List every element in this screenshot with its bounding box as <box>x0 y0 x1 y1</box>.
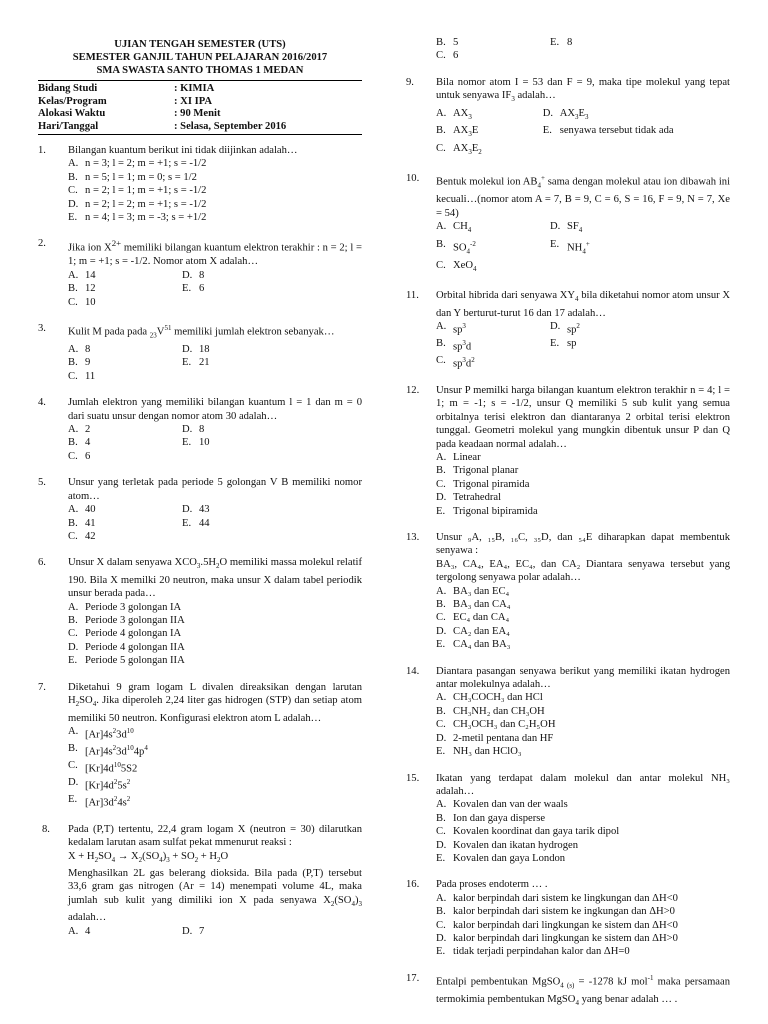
option-letter: E. <box>68 793 78 805</box>
option-letter: D. <box>68 641 79 653</box>
option-letter: B. <box>436 906 446 918</box>
option-letter: D. <box>436 625 447 637</box>
meta-value: : 90 Menit <box>174 108 221 119</box>
question-number: 15. <box>406 772 420 784</box>
option-text: $sp^3d$ <box>453 339 472 353</box>
option-text: $[Kr]4d^{10}5S2$ <box>85 760 138 775</box>
option-text: 44 <box>199 517 210 529</box>
question-text: Jika ion $X^{2+}$ memiliki bilangan kuantum elektron terakhir : n = 2; l = 1; m = +1; s = -1/2. Nomor atom X adalah… <box>68 238 362 268</box>
option-letter: D. <box>550 221 561 233</box>
option-text: $[Ar]4s^23d^{10}$ <box>85 727 134 741</box>
question-2 <box>38 237 362 309</box>
option-letter: C. <box>436 719 446 731</box>
question-number: 6. <box>38 557 46 569</box>
question-number: 8. <box>42 823 50 835</box>
option-letter: B. <box>68 615 78 627</box>
option-text: 40 <box>85 504 96 516</box>
option-letter: E. <box>436 746 446 758</box>
option-text: Trigonal piramida <box>453 478 530 490</box>
question-8-continued <box>406 36 730 63</box>
question-number: 11. <box>406 290 419 302</box>
option-text: 21 <box>199 357 210 369</box>
option-text: Trigonal planar <box>453 465 519 477</box>
meta-key: Alokasi Waktu <box>38 108 106 119</box>
question-number: 9. <box>406 76 414 88</box>
option-text: 6 <box>199 283 205 295</box>
option-text: Tetrahedral <box>453 492 502 504</box>
option-letter: B. <box>68 517 78 529</box>
option-text: 14 <box>85 269 96 281</box>
option-letter: C. <box>68 185 78 197</box>
option-letter: D. <box>182 424 193 436</box>
option-text: 8 <box>199 424 205 436</box>
question-text: Bentuk molekul ion $AB_4^+$ sama dengan molekul atau ion dibawah ini kecuali…(nomor atom A = 7, B = 9, C = 6, S = 16, F = 9, N = 7, Xe = 54) <box>436 174 731 219</box>
option-text: 11 <box>85 370 96 382</box>
option-letter: A. <box>436 107 447 119</box>
option-text: CH₃NH₂ dan CH₃OH <box>453 705 545 717</box>
question-text-continued: BA₃, CA₄, EA₄, EC₄, dan CA₂ Diantara senyawa tersebut yang tergolong senyawa polar adalah… <box>436 558 730 584</box>
question-number: 3. <box>38 323 46 334</box>
option-letter: C. <box>68 759 78 771</box>
option-letter: E. <box>182 437 192 449</box>
option-letter: E. <box>68 655 78 667</box>
option-letter: D. <box>182 344 193 356</box>
option-letter: E. <box>550 338 560 350</box>
option-text: 10 <box>199 437 210 449</box>
option-text: Periode 3 golongan IIA <box>85 615 185 627</box>
question-number: 16. <box>406 879 420 891</box>
option-letter: A. <box>436 321 447 333</box>
meta-key: Hari/Tanggal <box>38 120 99 132</box>
meta-key: Kelas/Program <box>38 95 107 107</box>
option-text: $AX_3$ <box>453 107 472 121</box>
option-text: kalor berpindah dari sistem ke ingkungan dan ΔH>0 <box>453 906 675 918</box>
option-letter: E. <box>436 946 446 958</box>
option-letter: D. <box>182 269 193 281</box>
question-number: 1. <box>38 145 46 156</box>
option-letter: E. <box>182 517 192 529</box>
option-text: 8 <box>199 269 205 281</box>
question-13 <box>406 531 730 652</box>
option-text: Ion dan gaya disperse <box>453 812 546 824</box>
question-text: Unsur yang terletak pada periode 5 golongan V B memiliki nomor atom… <box>68 477 362 502</box>
question-text: Jumlah elektron yang memiliki bilangan kuantum l = 1 dan m = 0 dari suatu unsur dengan nomor atom 30 adalah… <box>68 397 362 422</box>
header-line-3: SMA SWASTA SANTO THOMAS 1 MEDAN <box>96 65 304 76</box>
option-text: $sp^2$ <box>567 322 580 336</box>
option-letter: C. <box>68 628 78 640</box>
meta-value: : Selasa, September 2016 <box>174 120 287 132</box>
question-number: 12. <box>406 384 420 396</box>
option-text: n = 4; l = 3; m = -3; s = +1/2 <box>85 212 207 224</box>
option-letter: A. <box>436 892 447 904</box>
option-text: $sp^3d^2$ <box>453 356 475 370</box>
question-text: Diantara pasangan senyawa berikut yang memiliki ikatan hydrogen antar molekulnya adalah… <box>436 665 730 691</box>
option-text: NH₃ dan HClO₃ <box>453 746 522 758</box>
option-text: $AX_3E_2$ <box>453 142 482 156</box>
option-text: CH₃OCH₃ dan C₂H₅OH <box>453 719 556 731</box>
option-letter: C. <box>436 355 446 367</box>
option-text: $SF_4$ <box>567 221 583 235</box>
option-letter: D. <box>436 932 447 944</box>
option-letter: D. <box>68 776 79 788</box>
option-text: Kovalen koordinat dan gaya tarik dipol <box>453 826 620 838</box>
option-letter: C. <box>68 370 78 382</box>
question-15 <box>406 772 730 866</box>
option-letter: E. <box>436 852 446 864</box>
option-text: Kovalen dan van der waals <box>453 799 568 811</box>
reaction-equation: $X + H_2SO_4 \to X_2(SO_4)_3 + SO_2 + H_2O$ <box>68 850 229 864</box>
option-letter: A. <box>436 799 447 811</box>
option-text: $[Kr]4d^25s^2$ <box>85 777 131 792</box>
option-letter: E. <box>68 212 78 224</box>
option-letter: A. <box>68 726 79 738</box>
option-text: CA₄ dan BA₃ <box>453 639 511 651</box>
option-text: 4 <box>85 437 91 449</box>
option-text: Linear <box>453 451 481 463</box>
option-letter: A. <box>68 504 79 516</box>
option-text: BA₃ dan CA₄ <box>453 599 511 611</box>
question-text: Entalpi pembentukan MgSO$_{4 (s)}$ = -1278 kJ mol$^{-1}$ maka persamaan termokimia pembentukan MgSO$_4$ yang benar adalah … . <box>436 973 731 1007</box>
option-text: Kovalen dan gaya London <box>453 852 566 864</box>
question-text: Unsur P memilki harga bilangan kuantum elektron terakhir n = 4; l = 1; m = -1; s = -1/2, unsur Q memiliki 5 sub kulit yang semua orbitalnya terisi elektron dan diantaranya 2 orbital terisi elektron tunggal. Geometri molekul yang mungkin dibentuk unsur P dan Q pada keadaan normal adalah… <box>436 384 730 450</box>
option-letter: D. <box>68 198 79 210</box>
option-letter: B. <box>436 599 446 611</box>
option-letter: C. <box>436 259 446 271</box>
option-letter: D. <box>436 839 447 851</box>
question-number: 14. <box>406 665 420 677</box>
option-letter: C. <box>436 478 446 490</box>
option-text: 2-metil pentana dan HF <box>453 732 554 744</box>
option-text: 6 <box>85 450 91 462</box>
option-letter: E. <box>182 357 192 369</box>
question-9 <box>406 76 730 159</box>
option-letter: B. <box>68 742 78 754</box>
option-text: 8 <box>567 37 573 48</box>
option-letter: C. <box>436 142 446 154</box>
option-text: XeO$_4$ <box>453 259 477 273</box>
option-letter: A. <box>68 424 79 436</box>
option-letter: D. <box>436 732 447 744</box>
question-17 <box>406 972 730 1011</box>
header-divider-bottom <box>38 134 362 135</box>
option-text: n = 5; l = 1; m = 0; s = 1/2 <box>85 171 197 183</box>
option-letter: A. <box>68 925 79 937</box>
option-text: 12 <box>85 283 96 295</box>
option-letter: B. <box>68 171 78 183</box>
question-text: Ikatan yang terdapat dalam molekul dan antar molekul NH₃ adalah… <box>436 772 730 797</box>
option-letter: D. <box>182 925 193 937</box>
option-letter: B. <box>436 465 446 477</box>
question-number: 17. <box>406 972 420 984</box>
option-text: n = 2; l = 1; m = +1; s = -1/2 <box>85 185 207 197</box>
option-letter: B. <box>436 705 446 717</box>
option-letter: D. <box>550 321 561 333</box>
option-text: 41 <box>85 517 96 529</box>
option-text: Periode 5 golongan IIA <box>85 655 185 667</box>
exam-header <box>38 38 362 77</box>
option-text: 5 <box>453 37 459 48</box>
option-letter: E. <box>550 238 560 250</box>
left-column <box>38 0 362 938</box>
meta-value: : XI IPA <box>174 95 213 107</box>
option-text: 42 <box>85 530 96 542</box>
option-letter: C. <box>68 296 78 308</box>
option-text: $SO_4^{-2}$ <box>453 239 476 256</box>
option-letter: B. <box>436 37 446 48</box>
question-text-continued: Menghasilkan 2L gas belerang dioksida. Bila pada (P,T) tersebut 33,6 gram gas nitrogen (Ar = 14) menempati volume 4L, maka jumlah sub kulit yang dimiliki ion X pada senyawa $X_2(SO_4)_3$ adalah… <box>68 868 362 924</box>
question-text: Kulit M pada pada $_{23}V^{51}$ memiliki jumlah elektron sebanyak… <box>68 324 335 340</box>
question-number: 4. <box>38 397 46 409</box>
question-1 <box>38 144 362 224</box>
option-letter: A. <box>68 269 79 281</box>
option-letter: C. <box>436 826 446 838</box>
question-number: 10. <box>406 173 420 185</box>
exam-meta-table <box>38 83 362 133</box>
option-text: n = 3; l = 2; m = +1; s = -1/2 <box>85 158 207 170</box>
option-text: tidak terjadi perpindahan kalor dan ΔH=0 <box>453 946 630 958</box>
option-letter: E. <box>542 125 552 137</box>
option-text: kalor berpindah dari lingkungan ke sistem dan ΔH>0 <box>453 932 678 944</box>
question-text: Bilangan kuantum berikut ini tidak diijinkan adalah… <box>68 145 298 156</box>
question-10 <box>406 172 730 276</box>
option-letter: A. <box>68 344 79 356</box>
option-letter: E. <box>182 283 192 295</box>
option-letter: D. <box>542 107 554 119</box>
question-text: Unsur ₉A, ₁₅B, ₁₆C, ₃₅D, dan ₅₄E diharapkan dapat membentuk senyawa : <box>436 532 730 557</box>
question-4 <box>38 396 362 463</box>
question-14 <box>406 665 730 759</box>
question-6 <box>38 556 362 667</box>
option-letter: A. <box>68 158 79 170</box>
option-letter: E. <box>436 639 446 651</box>
option-letter: B. <box>436 238 446 250</box>
option-text: Trigonal bipiramida <box>453 505 538 517</box>
option-text: 18 <box>199 344 210 356</box>
question-text: Bila nomor atom I = 53 dan F = 9, maka tipe molekul yang tepat untuk senyawa $IF_3$ adalah… <box>436 76 730 104</box>
option-text: Periode 4 golongan IIA <box>85 641 185 653</box>
header-divider-top <box>38 80 362 81</box>
option-text: $AX_3E$ <box>453 125 479 139</box>
question-16 <box>406 878 730 958</box>
option-letter: A. <box>436 585 447 597</box>
header-line-2: SEMESTER GANJIL TAHUN PELAJARAN 2016/2017 <box>72 52 328 63</box>
option-text: BA₃ dan EC₄ <box>453 585 510 597</box>
option-text: EC₄ dan CA₄ <box>453 612 510 624</box>
option-text: 10 <box>85 296 96 308</box>
question-text: Pada (P,T) tertentu, 22,4 gram logam X (neutron = 30) dilarutkan kedalam larutan asam sulfat pekat mmenurut reaksi : <box>68 823 362 849</box>
option-text: 6 <box>453 50 459 62</box>
option-text: CA₂ dan EA₄ <box>453 625 510 637</box>
question-text: Orbital hibrida dari senyawa $XY_4$ bila diketahui nomor atom unsur X dan Y berturut-turut 16 dan 17 adalah… <box>436 290 730 319</box>
meta-value: : KIMIA <box>174 83 215 94</box>
header-line-1: UJIAN TENGAH SEMESTER (UTS) <box>114 39 286 50</box>
meta-key: Bidang Studi <box>38 83 98 94</box>
option-letter: B. <box>68 437 78 449</box>
option-letter: B. <box>68 283 78 295</box>
question-number: 5. <box>38 477 46 489</box>
option-text: kalor berpindah dari lingkungan ke sistem dan ΔH<0 <box>453 919 678 931</box>
option-letter: B. <box>68 357 78 369</box>
option-text: Periode 4 golongan IA <box>85 628 182 640</box>
option-letter: B. <box>436 125 446 137</box>
option-text: $AX_3E_3$ <box>559 107 589 121</box>
option-letter: A. <box>436 221 447 233</box>
option-text: 7 <box>199 925 205 937</box>
question-number: 2. <box>38 238 46 250</box>
option-letter: E. <box>436 505 446 517</box>
option-text: 9 <box>85 357 91 369</box>
option-letter: C. <box>68 450 78 462</box>
option-letter: B. <box>436 812 446 824</box>
option-letter: B. <box>436 338 446 350</box>
question-7 <box>38 681 362 810</box>
option-letter: C. <box>436 919 446 931</box>
option-letter: D. <box>182 504 193 516</box>
option-text: 43 <box>199 504 210 516</box>
question-number: 13. <box>406 532 420 544</box>
option-letter: A. <box>436 451 447 463</box>
question-8 <box>38 823 362 938</box>
option-text: $[Ar]4s^23d^{10}4p^4$ <box>85 743 148 758</box>
option-text: 2 <box>85 424 91 436</box>
option-letter: C. <box>68 530 78 542</box>
option-text: sp <box>567 338 577 350</box>
option-text: $sp^3$ <box>453 322 466 336</box>
option-text: 4 <box>85 925 91 937</box>
option-text: senyawa tersebut tidak ada <box>559 125 674 137</box>
option-letter: C. <box>436 50 446 62</box>
option-text: Periode 3 golongan IA <box>85 601 182 613</box>
option-letter: A. <box>436 692 447 704</box>
option-text: $CH_4$ <box>453 221 472 235</box>
option-text: $[Ar]3d^24s^2$ <box>85 794 131 809</box>
option-text: n = 2; l = 2; m = +1; s = -1/2 <box>85 198 207 210</box>
question-text: Unsur X dalam senyawa $XCO_3.5H_2O$ memiliki massa molekul relatif 190. Bila X memilki 20 neutron, maka unsur X dalam tabel periodik unsur berada pada… <box>68 557 362 600</box>
option-letter: E. <box>550 37 560 48</box>
question-3 <box>38 322 362 383</box>
option-text: kalor berpindah dari sistem ke lingkungan dan ΔH<0 <box>453 892 678 904</box>
option-letter: A. <box>68 601 79 613</box>
right-column <box>406 0 730 1010</box>
option-text: Kovalen dan ikatan hydrogen <box>453 839 579 851</box>
question-number: 7. <box>38 681 46 693</box>
question-12 <box>406 384 730 518</box>
option-letter: C. <box>436 612 446 624</box>
question-11 <box>406 289 730 371</box>
question-5 <box>38 476 362 543</box>
option-letter: D. <box>436 492 447 504</box>
question-text: Diketahui 9 gram logam L divalen direaksikan dengan larutan $H_2SO_4$. Jika diperoleh 2,24 liter gas hidrogen (STP) dan setiap atom memiliki 50 neutron. Konfigurasi elektron atom L adalah… <box>68 681 362 724</box>
question-text: Pada proses endoterm … . <box>436 879 548 891</box>
option-text: CH₃COCH₃ dan HCl <box>453 692 543 704</box>
option-text: $NH_4^+$ <box>567 239 590 256</box>
option-text: 8 <box>85 344 91 356</box>
